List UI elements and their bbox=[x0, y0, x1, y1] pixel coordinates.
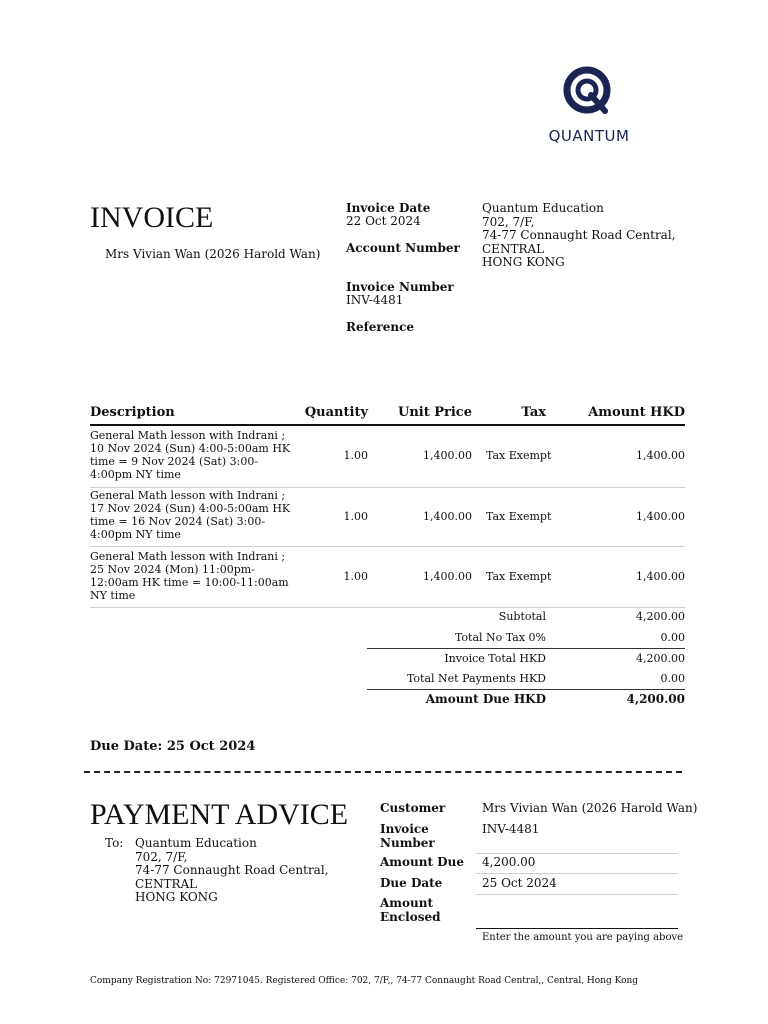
customer-name: Mrs Vivian Wan (2026 Harold Wan) bbox=[105, 247, 321, 261]
amount-due-value: 4,200.00 bbox=[626, 692, 685, 706]
pa-customer-value: Mrs Vivian Wan (2026 Harold Wan) bbox=[482, 801, 698, 815]
invoice-number-label: Invoice Number bbox=[346, 280, 454, 294]
invoice-title: INVOICE bbox=[90, 201, 214, 234]
row-divider bbox=[90, 607, 685, 608]
row-amount: 1,400.00 bbox=[636, 510, 685, 523]
invoice-date: 22 Oct 2024 bbox=[346, 214, 421, 228]
company-address bbox=[482, 202, 676, 270]
col-header-description: Description bbox=[90, 405, 175, 420]
pa-customer-label: Customer bbox=[380, 801, 446, 815]
pa-invoice-number-value: INV-4481 bbox=[482, 822, 540, 836]
pa-rule bbox=[476, 873, 678, 874]
to-label: To: bbox=[105, 836, 124, 850]
row-description: General Math lesson with Indrani ; 17 Nov 2024 (Sun) 4:00-5:00am HK time = 16 Nov 2024 (Sat) 3:00- 4:00pm NY time bbox=[90, 489, 291, 541]
col-header-amount: Amount HKD bbox=[588, 405, 685, 420]
to-address: Quantum Education 702, 7/F, 74-77 Connaught Road Central, CENTRAL HONG KONG bbox=[135, 836, 329, 904]
pa-rule bbox=[476, 894, 678, 895]
col-header-unit-price: Unit Price bbox=[397, 405, 472, 420]
payment-advice-title: PAYMENT ADVICE bbox=[90, 798, 349, 831]
invoice-number: INV-4481 bbox=[346, 293, 404, 307]
tax-total-label: Total No Tax 0% bbox=[454, 631, 546, 644]
invoice-total-value: 4,200.00 bbox=[636, 652, 685, 665]
row-tax: Tax Exempt bbox=[486, 449, 552, 462]
brand-name: QUANTUM bbox=[548, 127, 630, 145]
row-description: General Math lesson with Indrani ; 10 Nov 2024 (Sun) 4:00-5:00am HK time = 9 Nov 2024 (Sat) 3:00- 4:00pm NY time bbox=[90, 429, 291, 481]
pa-amount-enclosed-hint: Enter the amount you are paying above bbox=[482, 932, 684, 943]
row-unit-price: 1,400.00 bbox=[423, 510, 472, 523]
row-quantity: 1.00 bbox=[343, 570, 368, 583]
pa-due-date-value: 25 Oct 2024 bbox=[482, 876, 557, 890]
tear-off-line bbox=[84, 771, 682, 773]
due-date-label: Due Date: bbox=[90, 739, 163, 754]
net-payments-label: Total Net Payments HKD bbox=[406, 672, 546, 685]
row-quantity: 1.00 bbox=[343, 510, 368, 523]
invoice-total-label: Invoice Total HKD bbox=[444, 652, 546, 665]
row-description: General Math lesson with Indrani ; 25 Nov 2024 (Mon) 11:00pm- 12:00am HK time = 10:00-11:00am NY time bbox=[90, 550, 289, 602]
net-payments-value: 0.00 bbox=[660, 672, 685, 685]
company-city: CENTRAL bbox=[482, 241, 545, 256]
company-address-line: 74-77 Connaught Road Central, bbox=[482, 228, 676, 242]
totals-rule bbox=[367, 689, 685, 690]
pa-due-date-label: Due Date bbox=[380, 876, 443, 890]
reference-label: Reference bbox=[346, 320, 415, 334]
due-date bbox=[90, 739, 255, 754]
amount-enclosed-field[interactable] bbox=[476, 928, 678, 929]
company-country: HONG KONG bbox=[482, 255, 565, 269]
pa-rule bbox=[476, 853, 678, 854]
row-unit-price: 1,400.00 bbox=[423, 570, 472, 583]
subtotal-value: 4,200.00 bbox=[636, 610, 685, 623]
footer-registration: Company Registration No: 72971045. Registered Office: 702, 7/F,, 74-77 Connaught Road Central,, Central, Hong Kong bbox=[90, 976, 639, 986]
row-divider bbox=[90, 546, 685, 547]
pa-amount-enclosed-label: Amount Enclosed bbox=[380, 896, 441, 924]
invoice-date-label: Invoice Date bbox=[346, 201, 431, 215]
row-tax: Tax Exempt bbox=[486, 510, 552, 523]
due-date-value: 25 Oct 2024 bbox=[166, 739, 256, 754]
company-address-line: 702, 7/F, bbox=[482, 214, 535, 229]
pa-amount-due-value: 4,200.00 bbox=[482, 855, 536, 869]
row-amount: 1,400.00 bbox=[636, 570, 685, 583]
subtotal-label: Subtotal bbox=[498, 610, 546, 623]
row-quantity: 1.00 bbox=[343, 449, 368, 462]
quantum-logo-icon bbox=[561, 64, 613, 118]
table-header-rule bbox=[90, 424, 685, 426]
amount-due-label: Amount Due HKD bbox=[425, 692, 546, 706]
row-amount: 1,400.00 bbox=[636, 449, 685, 462]
pa-amount-due-label: Amount Due bbox=[380, 855, 464, 869]
row-unit-price: 1,400.00 bbox=[423, 449, 472, 462]
row-divider bbox=[90, 487, 685, 488]
row-tax: Tax Exempt bbox=[486, 570, 552, 583]
pa-invoice-number-label: Invoice Number bbox=[380, 822, 435, 850]
col-header-quantity: Quantity bbox=[304, 405, 368, 420]
totals-rule bbox=[367, 648, 685, 649]
col-header-tax: Tax bbox=[521, 405, 546, 420]
company-name: Quantum Education bbox=[482, 201, 604, 215]
tax-total-value: 0.00 bbox=[660, 631, 685, 644]
account-number-label: Account Number bbox=[346, 241, 460, 255]
